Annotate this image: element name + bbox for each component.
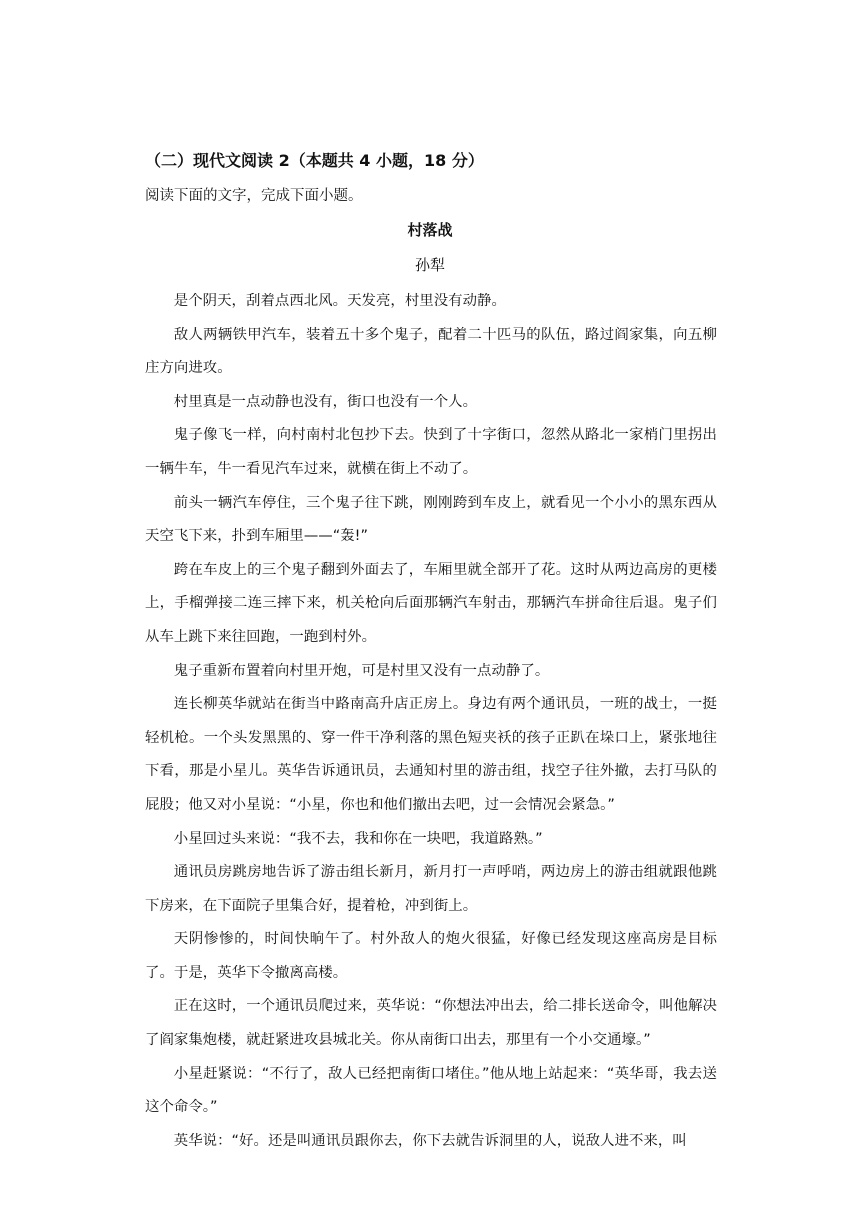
paragraph: 鬼子重新布置着向村里开炮，可是村里又没有一点动静了。 bbox=[173, 662, 550, 679]
paragraph: 前头一辆汽车停住，三个鬼子往下跳，刚刚跨到车皮上，就看见一个小小的黑东西从天空飞下来，扑到车厢里——“轰!” bbox=[145, 494, 717, 545]
paragraph: 跨在车皮上的三个鬼子翻到外面去了，车厢里就全部开了花。这时从两边高房的更楼上，手榴弹接二连三摔下来，机关枪向后面那辆汽车射击，那辆汽车拼命往后退。鬼子们从车上跳下来往回跑，一跑到村外。 bbox=[145, 561, 717, 645]
paragraph: 连长柳英华就站在街当中路南高升店正房上。身边有两个通讯员，一班的战士，一挺轻机枪。一个头发黑黑的、穿一件干净利落的黑色短夹袄的孩子正趴在垛口上，紧张地往下看，那是小星儿。英华告诉通讯员，去通知村里的游击组，找空子往外撤，去打马队的屁股；他又对小星说：“小星，你也和他们撤出去吧，过一会情况会紧急。” bbox=[145, 696, 717, 813]
story-title: 村落战 bbox=[407, 221, 453, 239]
paragraph: 英华说：“好。还是叫通讯员跟你去，你下去就告诉洞里的人，说敌人进不来，叫 bbox=[173, 1132, 687, 1149]
paragraph: 小星回过头来说：“我不去，我和你在一块吧，我道路熟。” bbox=[173, 830, 543, 847]
reading-instruction: 阅读下面的文字，完成下面小题。 bbox=[145, 188, 363, 204]
paragraph: 通讯员房跳房地告诉了游击组长新月，新月打一声呼哨，两边房上的游击组就跟他跳下房来，在下面院子里集合好，提着枪，冲到街上。 bbox=[145, 864, 717, 914]
paragraph: 天阴惨惨的，时间快晌午了。村外敌人的炮火很猛，好像已经发现这座高房是目标了。于是，英华下令撤离高楼。 bbox=[145, 931, 717, 981]
paragraph: 鬼子像飞一样，向村南村北包抄下去。快到了十字街口，忽然从路北一家梢门里拐出一辆牛车，牛一看见汽车过来，就横在街上不动了。 bbox=[145, 427, 717, 477]
paragraph: 敌人两辆铁甲汽车，装着五十多个鬼子，配着二十匹马的队伍，路过阎家集，向五柳庄方向进攻。 bbox=[145, 326, 717, 377]
story-author: 孙犁 bbox=[414, 256, 445, 274]
paragraph: 小星赶紧说：“不行了，敌人已经把南街口堵住。”他从地上站起来：“英华哥，我去送这个命令。” bbox=[145, 1065, 717, 1116]
section-heading: （二）现代文阅读 2（本题共 4 小题，18 分） bbox=[145, 151, 484, 170]
paragraph: 正在这时，一个通讯员爬过来，英华说：“你想法冲出去，给二排长送命令，叫他解决了阎家集炮楼，就赶紧进攻县城北关。你从南街口出去，那里有一个小交通壕。” bbox=[145, 998, 717, 1049]
paragraph: 是个阴天，刮着点西北风。天发亮，村里没有动静。 bbox=[173, 293, 506, 309]
story-body bbox=[145, 285, 717, 1158]
paragraph: 村里真是一点动静也没有，街口也没有一个人。 bbox=[173, 393, 478, 410]
